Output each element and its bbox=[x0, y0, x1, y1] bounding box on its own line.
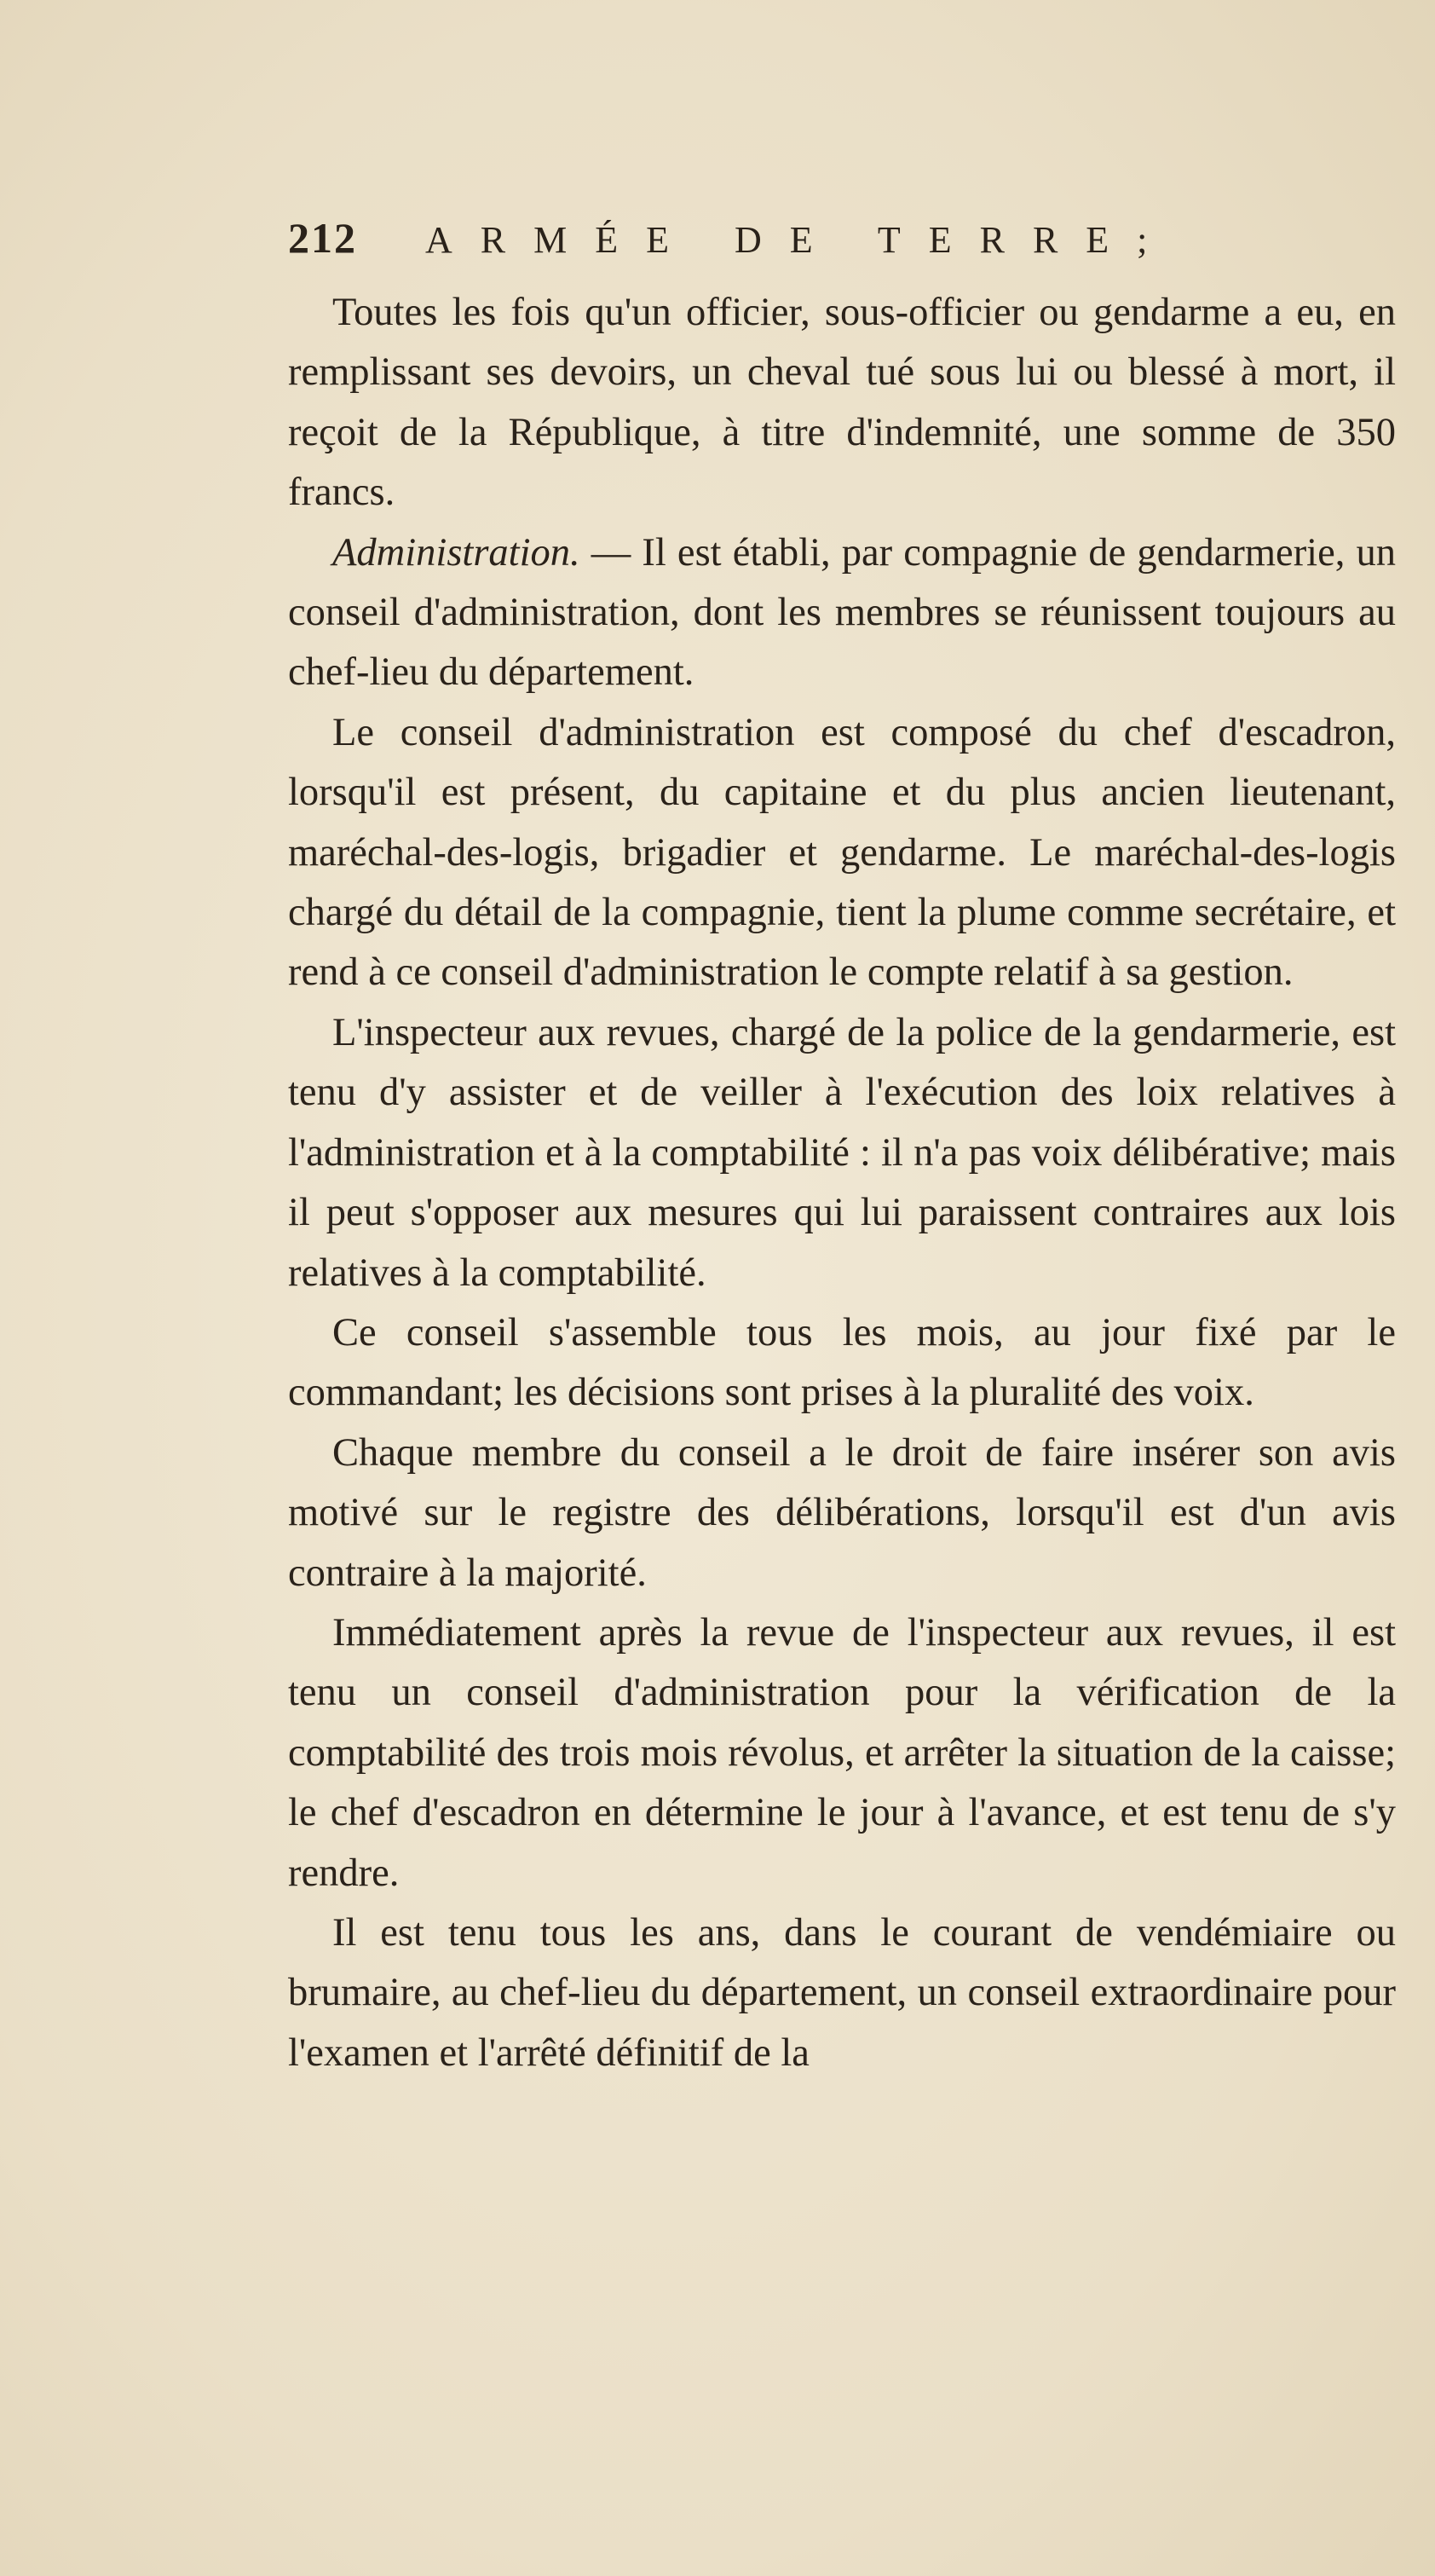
page-number: 212 bbox=[288, 214, 357, 262]
paragraph-text: Ce conseil s'assemble tous les mois, au jour fixé par le commandant; les décisions sont prises à la pluralité des voix. bbox=[288, 1310, 1396, 1415]
paragraph bbox=[288, 1303, 1396, 1424]
body-text bbox=[288, 283, 1396, 2083]
paragraph bbox=[288, 1603, 1396, 1903]
paragraph-text: Toutes les fois qu'un officier, sous-officier ou gendarme a eu, en remplissant ses devoirs, un cheval tué sous lui ou blessé à mort, il reçoit de la République, à titre d'indemnité, une somme de 350 francs. bbox=[288, 291, 1396, 515]
paragraph-text: Il est tenu tous les ans, dans le courant de vendémiaire ou brumaire, au chef-lieu du département, un conseil extraordinaire pour l'examen et l'arrêté définitif de la bbox=[288, 1910, 1396, 2075]
paragraph-text: — Il est établi, par compagnie de gendarmerie, un conseil d'administration, dont les membres se réunissent toujours au chef-lieu du département. bbox=[288, 530, 1396, 695]
paragraph bbox=[288, 1424, 1396, 1603]
paragraph-text: Chaque membre du conseil a le droit de faire insérer son avis motivé sur le registre des délibérations, lorsqu'il est d'un avis contraire à la majorité. bbox=[288, 1430, 1396, 1595]
page-header bbox=[288, 213, 1421, 263]
paragraph bbox=[288, 1903, 1396, 2083]
section-label: Administration. bbox=[332, 530, 580, 575]
paragraph bbox=[288, 1003, 1396, 1303]
paragraph-text: L'inspecteur aux revues, chargé de la police de la gendarmerie, est tenu d'y assister et de veiller à l'exécution des loix relatives à l'administration et à la comptabilité : il n'a pas voix délibérative; mais il peut s'opposer aux mesures qui lui paraissent contraires aux lois relatives à la comptabilité. bbox=[288, 1010, 1396, 1295]
paragraph bbox=[288, 283, 1396, 523]
running-title: ARMÉE DE TERRE; bbox=[425, 219, 1176, 261]
paragraph-text: Le conseil d'administration est composé du chef d'escadron, lorsqu'il est présent, du capitaine et du plus ancien lieutenant, maréchal-des-logis, brigadier et gendarme. Le maréchal-des-logis chargé du détail de la compagnie, tient la plume comme secrétaire, et rend à ce conseil d'administration le compte relatif à sa gestion. bbox=[288, 710, 1396, 995]
paragraph bbox=[288, 523, 1396, 703]
paragraph-text: Immédiatement après la revue de l'inspecteur aux revues, il est tenu un conseil d'administration pour la vérification de la comptabilité des trois mois révolus, et arrêter la situation de la caisse; le chef d'escadron en détermine le jour à l'avance, et est tenu de s'y rendre. bbox=[288, 1610, 1396, 1895]
paragraph bbox=[288, 703, 1396, 1003]
